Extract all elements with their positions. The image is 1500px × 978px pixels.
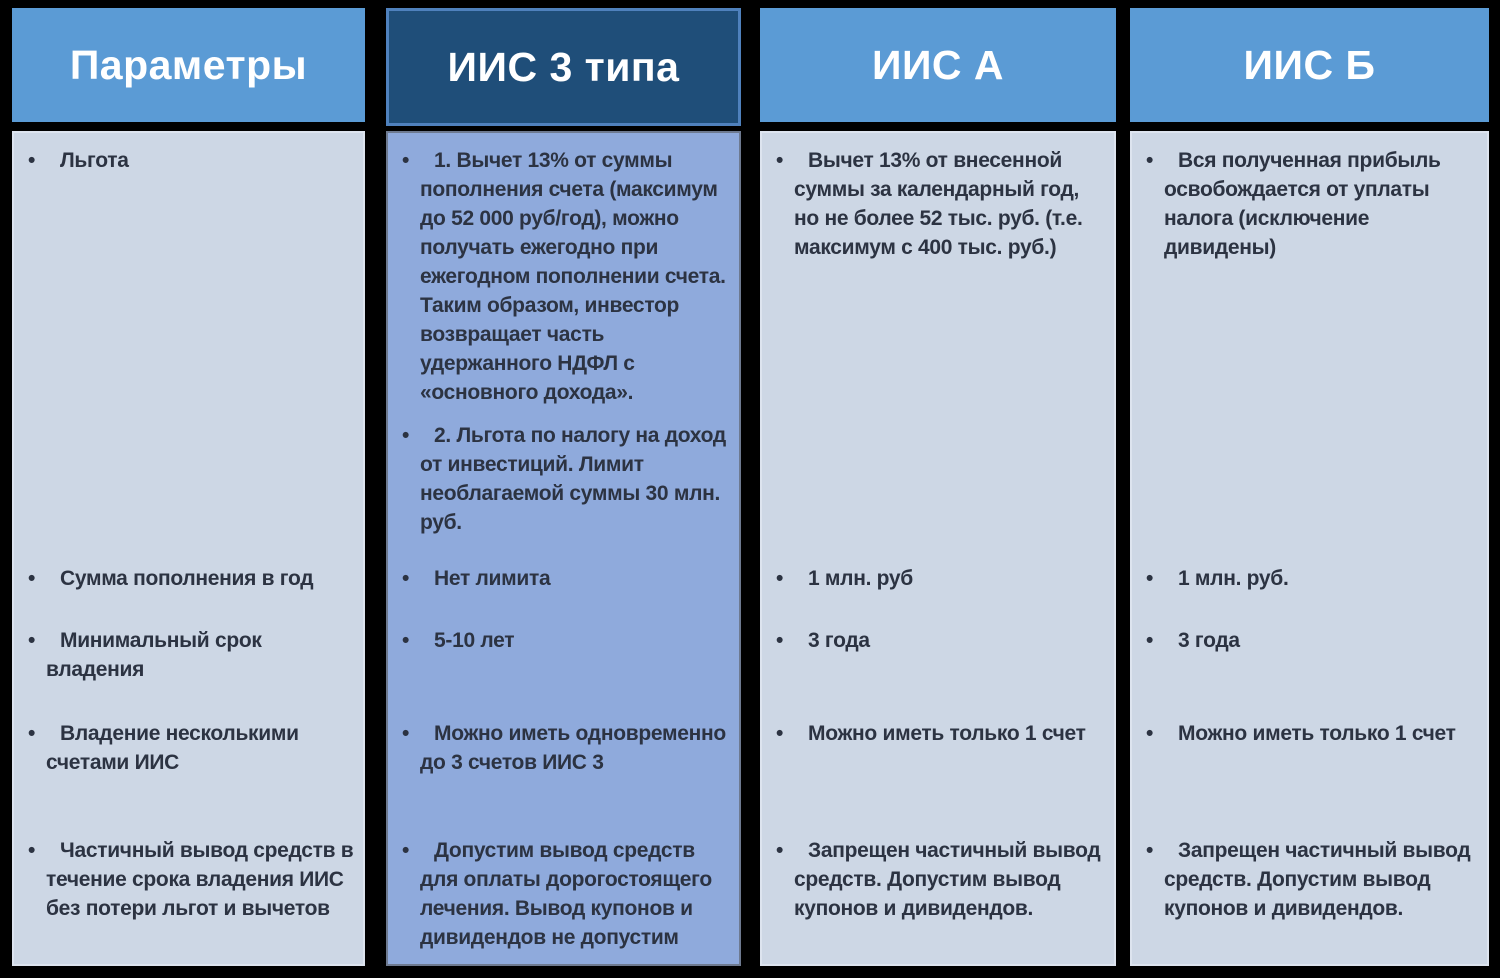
column-header-iis-b (1130, 8, 1489, 122)
column-title: ИИС 3 типа (447, 43, 680, 90)
column-header-iis-type-3 (386, 8, 741, 126)
cell-benefit-1: • 1. Вычет 13% от суммы пополнения счета (максимум до 52 000 руб/год), можно получать ежегодно при ежегодном пополнении счета. Таким образом, инвестор возвращает часть удержанного НДФЛ с «основного дохода». (402, 146, 730, 407)
column-body-parameters (12, 131, 365, 966)
cell-multi-account: • Можно иметь только 1 счет (1146, 719, 1478, 748)
cell-partial-withdraw-label: • Частичный вывод средств в течение срока владения ИИС без потери льгот и вычетов (28, 836, 354, 923)
cell-annual-sum: • 1 млн. руб (776, 564, 1105, 593)
cell-partial-withdraw: • Запрещен частичный вывод средств. Допустим вывод купонов и дивидендов. (1146, 836, 1478, 923)
cell-benefit-2: • 2. Льгота по налогу на доход от инвестиций. Лимит необлагаемой суммы 30 млн. руб. (402, 421, 730, 537)
column-body-iis-b (1130, 131, 1489, 966)
column-body-iis-type-3 (386, 131, 741, 966)
cell-multi-account: • Можно иметь одновременно до 3 счетов ИИС 3 (402, 719, 730, 777)
column-title: Параметры (69, 41, 308, 88)
column-header-parameters (12, 8, 365, 122)
column-parameters (12, 0, 365, 978)
cell-benefit: • Вся полученная прибыль освобождается от уплаты налога (исключение дивидены) (1146, 146, 1478, 262)
cell-partial-withdraw: • Допустим вывод средств для оплаты дорогостоящего лечения. Вывод купонов и дивидендов не допустим (402, 836, 730, 952)
column-header-iis-a (760, 8, 1116, 122)
column-body-iis-a (760, 131, 1116, 966)
cell-annual-sum: • 1 млн. руб. (1146, 564, 1478, 593)
column-title: ИИС А (871, 41, 1005, 88)
cell-multi-account: • Можно иметь только 1 счет (776, 719, 1105, 748)
cell-min-term: • 3 года (776, 626, 1105, 655)
cell-min-term-label: • Минимальный срок владения (28, 626, 354, 684)
cell-multi-account-label: • Владение несколькими счетами ИИС (28, 719, 354, 777)
column-iis-type-3 (386, 0, 741, 978)
cell-benefit: • Вычет 13% от внесенной суммы за календарный год, но не более 52 тыс. руб. (т.е. максимум с 400 тыс. руб.) (776, 146, 1105, 262)
cell-annual-sum: • Нет лимита (402, 564, 730, 593)
cell-min-term: • 5-10 лет (402, 626, 730, 655)
cell-annual-sum-label: • Сумма пополнения в год (28, 564, 354, 593)
cell-min-term: • 3 года (1146, 626, 1478, 655)
column-title: ИИС Б (1243, 41, 1376, 88)
column-iis-a (760, 0, 1116, 978)
column-iis-b (1130, 0, 1489, 978)
cell-benefit-label: • Льгота (28, 146, 354, 175)
cell-partial-withdraw: • Запрещен частичный вывод средств. Допустим вывод купонов и дивидендов. (776, 836, 1105, 923)
